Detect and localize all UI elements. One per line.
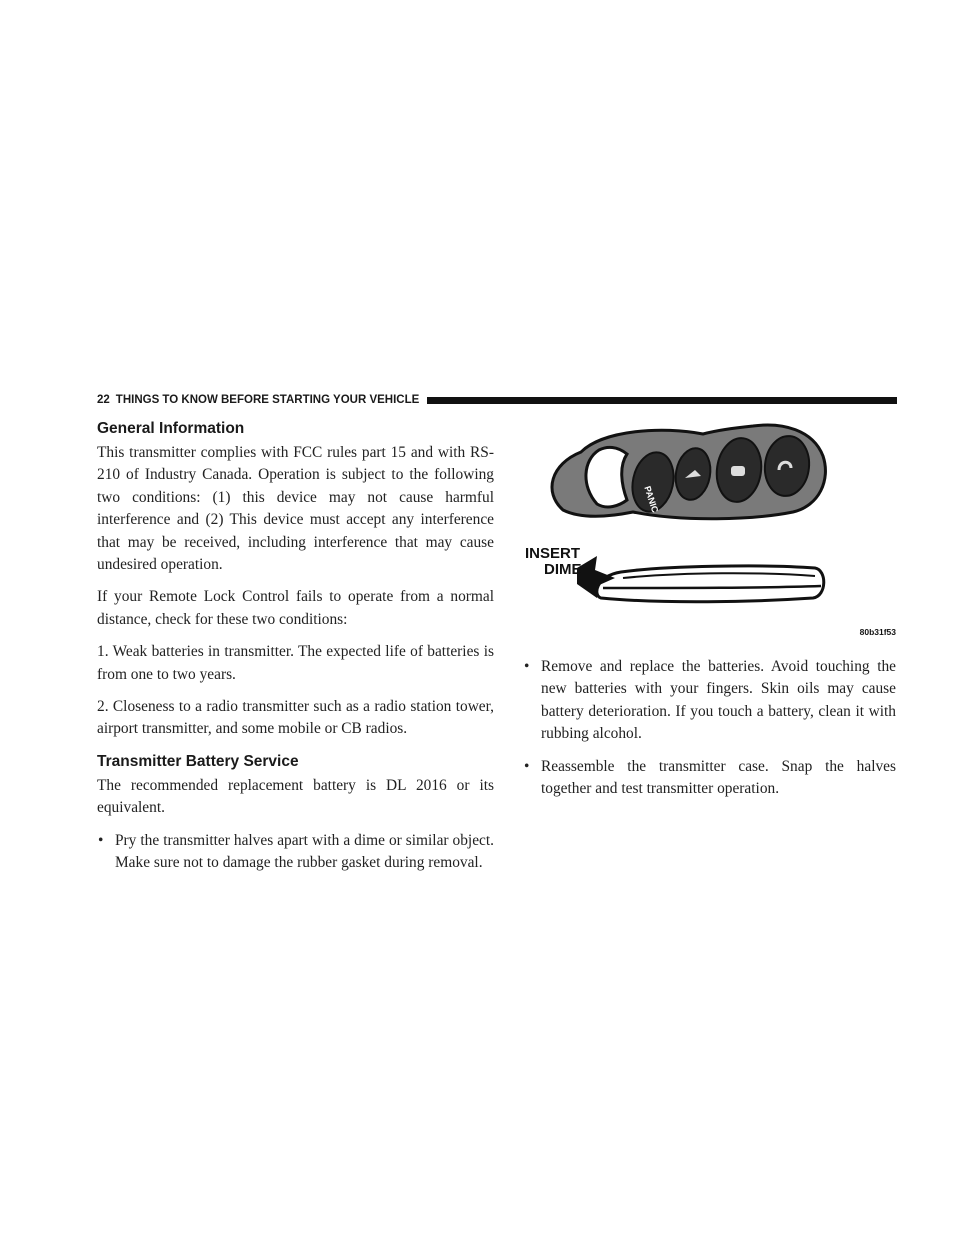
paragraph-radio-closeness: 2. Closeness to a radio transmitter such as a radio station tower, airport transmitter, and some mobile or CB radios. bbox=[97, 698, 494, 738]
bullet-text: Remove and replace the batteries. Avoid touching the new batteries with your fingers. Skin oils may cause battery deterioration. If you touch a battery, clean it with rubbing alcohol. bbox=[541, 658, 896, 743]
bullet-item bbox=[97, 830, 494, 875]
bullet-text: Reassemble the transmitter case. Snap the halves together and test transmitter operation. bbox=[541, 757, 896, 798]
bullet-text: Pry the transmitter halves apart with a dime or similar object. Make sure not to damage the rubber gasket during removal. bbox=[115, 831, 494, 872]
bullet-item bbox=[523, 756, 896, 801]
running-header bbox=[97, 392, 897, 408]
paragraph-recommended-battery: The recommended replacement battery is DL 2016 or its equivalent. bbox=[97, 776, 494, 817]
heading-battery-service: Transmitter Battery Service bbox=[97, 752, 299, 770]
transmitter-figure bbox=[523, 420, 896, 640]
paragraph-weak-batteries: 1. Weak batteries in transmitter. The expected life of batteries is from one to two years. bbox=[97, 643, 494, 683]
page-number: 22 bbox=[97, 394, 110, 406]
key-fob-illustration bbox=[523, 420, 896, 640]
bullet-item bbox=[523, 656, 896, 746]
fob-side-profile bbox=[597, 566, 824, 602]
bullet-symbol: • bbox=[524, 658, 530, 675]
header-rule bbox=[427, 397, 897, 404]
callout-insert: INSERT bbox=[525, 545, 581, 562]
section-title: THINGS TO KNOW BEFORE STARTING YOUR VEHICLE bbox=[115, 394, 420, 406]
paragraph-fcc-compliance: This transmitter complies with FCC rules part 15 and with RS-210 of Industry Canada. Operation is subject to the following two conditions: (1) this device may not cause harmful interference and (2) This device must accept any interference that may be received, including interference that may cause undesired operation. bbox=[97, 444, 494, 574]
bullet-symbol: • bbox=[98, 831, 104, 849]
callout-dime: DIME bbox=[544, 561, 582, 578]
heading-general-information: General Information bbox=[97, 420, 245, 437]
left-column bbox=[97, 420, 494, 885]
bullet-symbol: • bbox=[524, 757, 530, 775]
paragraph-check-conditions: If your Remote Lock Control fails to operate from a normal distance, check for these two conditions: bbox=[97, 588, 494, 628]
panic-label: PANIC bbox=[642, 484, 661, 514]
lock-icon bbox=[731, 466, 745, 476]
key-ring-loop bbox=[586, 447, 627, 507]
right-column bbox=[523, 420, 896, 810]
figure-id: 80b31f53 bbox=[859, 627, 896, 637]
